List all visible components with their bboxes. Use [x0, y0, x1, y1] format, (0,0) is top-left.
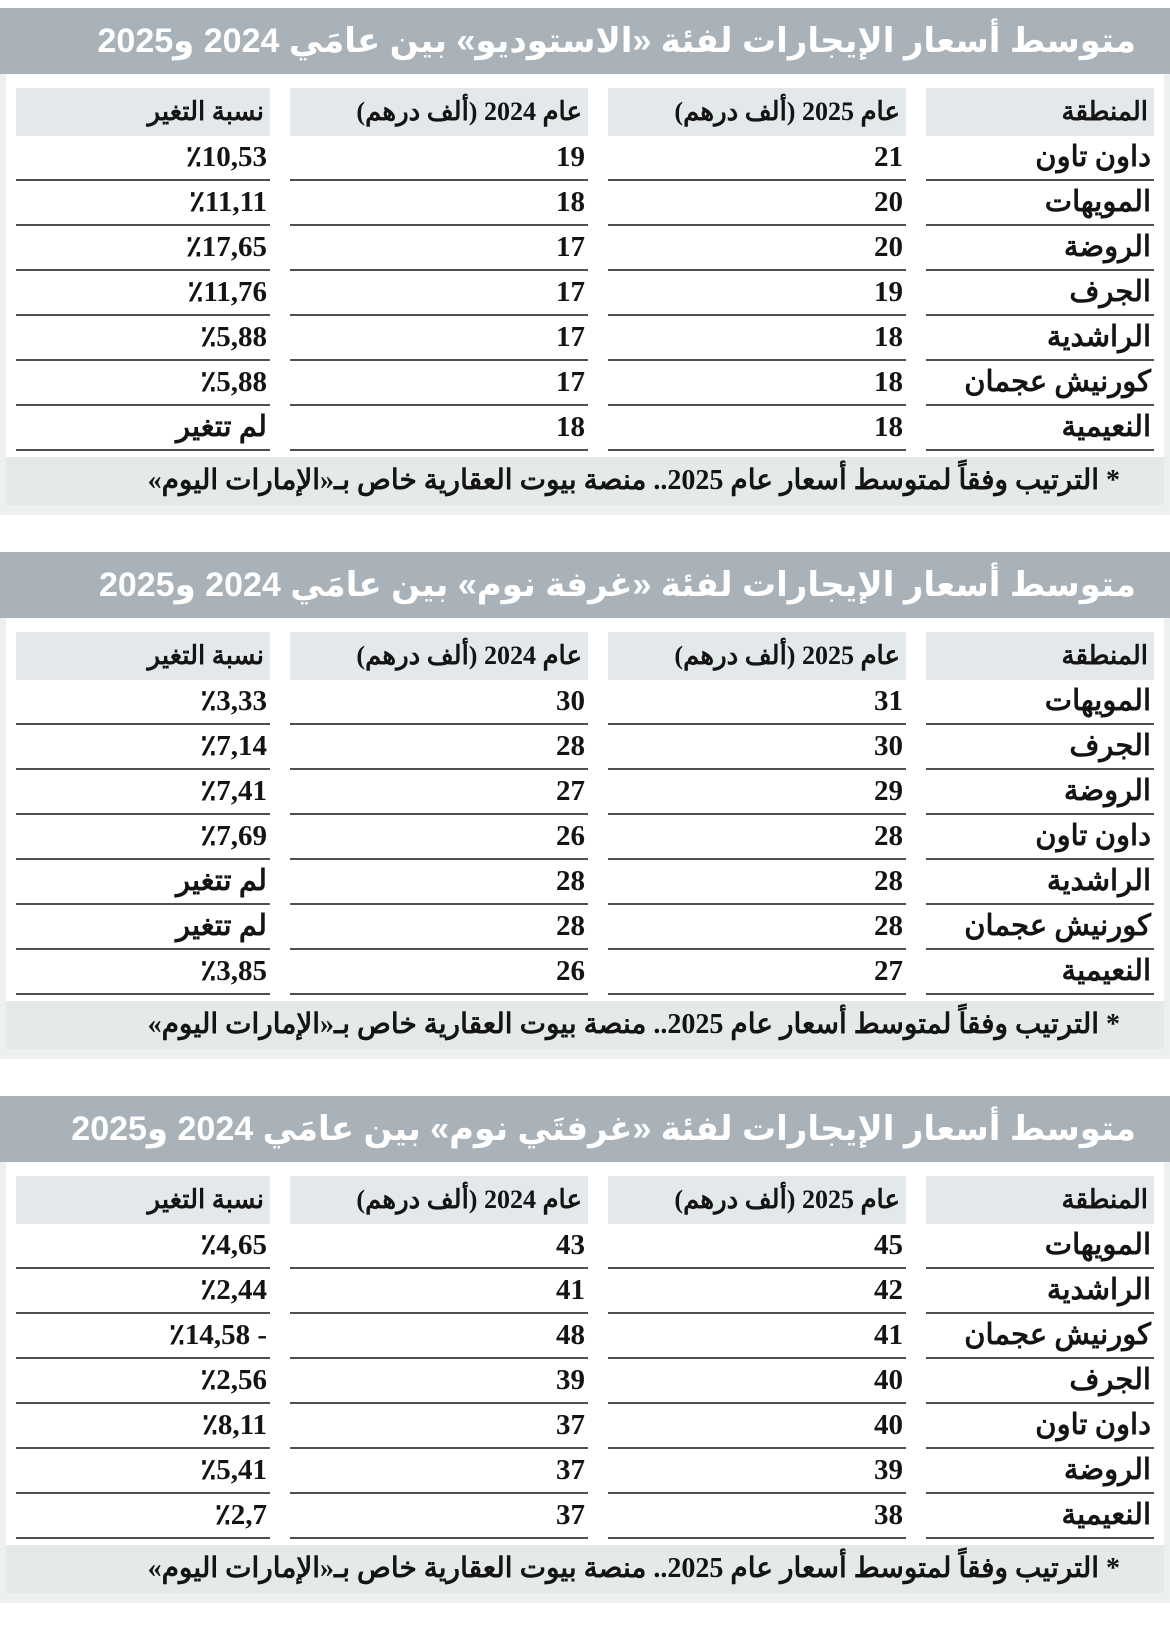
- year-2025-cell: 38: [608, 1494, 906, 1539]
- region-cell: داون تاون: [926, 815, 1154, 860]
- year-2024-cell: 17: [290, 226, 588, 271]
- region-cell: داون تاون: [926, 136, 1154, 181]
- year-2024-cell: 37: [290, 1404, 588, 1449]
- header-cell-year-2024: عام 2024 (ألف درهم): [290, 1176, 588, 1224]
- table-row: [6, 1494, 1164, 1539]
- year-2024-cell: 37: [290, 1494, 588, 1539]
- change-cell: ٪17,65: [16, 226, 270, 271]
- year-2025-cell: 29: [608, 770, 906, 815]
- table-row: [6, 1404, 1164, 1449]
- year-2025-cell: 45: [608, 1224, 906, 1269]
- table-row: [6, 406, 1164, 451]
- table-row: [6, 181, 1164, 226]
- year-2025-cell: 19: [608, 271, 906, 316]
- table-row: [6, 136, 1164, 181]
- header-cell-year-2025: عام 2025 (ألف درهم): [608, 1176, 906, 1224]
- change-cell: ٪2,56: [16, 1359, 270, 1404]
- header-cell-year-2025: عام 2025 (ألف درهم): [608, 88, 906, 136]
- year-2024-cell: 39: [290, 1359, 588, 1404]
- region-cell: المويهات: [926, 680, 1154, 725]
- year-2025-cell: 42: [608, 1269, 906, 1314]
- year-2025-cell: 40: [608, 1359, 906, 1404]
- change-cell: لم تتغير: [16, 905, 270, 950]
- change-cell: لم تتغير: [16, 406, 270, 451]
- header-cell-region: المنطقة: [926, 88, 1154, 136]
- year-2025-cell: 18: [608, 406, 906, 451]
- table-row: [6, 1224, 1164, 1269]
- table-row: [6, 725, 1164, 770]
- table-content: [6, 1162, 1164, 1593]
- header-cell-region: المنطقة: [926, 1176, 1154, 1224]
- year-2025-cell: 18: [608, 361, 906, 406]
- year-2024-cell: 28: [290, 905, 588, 950]
- region-cell: الجرف: [926, 1359, 1154, 1404]
- year-2024-cell: 18: [290, 406, 588, 451]
- table-footnote: * الترتيب وفقاً لمتوسط أسعار عام 2025.. منصة بيوت العقارية خاص بـ«الإمارات اليوم»: [6, 1545, 1164, 1593]
- table-title: متوسط أسعار الإيجارات لفئة «غرفتَي نوم» بين عامَي 2024 و2025: [0, 1096, 1170, 1162]
- region-cell: الروضة: [926, 1449, 1154, 1494]
- year-2025-cell: 20: [608, 181, 906, 226]
- table-row: [6, 1449, 1164, 1494]
- rent-table-one-bedroom: [0, 552, 1170, 1059]
- table-row: [6, 860, 1164, 905]
- region-cell: المويهات: [926, 181, 1154, 226]
- header-cell-year-2024: عام 2024 (ألف درهم): [290, 632, 588, 680]
- year-2025-cell: 30: [608, 725, 906, 770]
- year-2024-cell: 28: [290, 860, 588, 905]
- table-row: [6, 226, 1164, 271]
- year-2024-cell: 43: [290, 1224, 588, 1269]
- year-2025-cell: 18: [608, 316, 906, 361]
- year-2024-cell: 41: [290, 1269, 588, 1314]
- change-cell: ٪5,88: [16, 316, 270, 361]
- change-cell: ٪2,7: [16, 1494, 270, 1539]
- change-cell: ٪7,69: [16, 815, 270, 860]
- rent-table-two-bedroom: [0, 1096, 1170, 1603]
- table-title: متوسط أسعار الإيجارات لفئة «غرفة نوم» بين عامَي 2024 و2025: [0, 552, 1170, 618]
- year-2024-cell: 30: [290, 680, 588, 725]
- header-cell-year-2024: عام 2024 (ألف درهم): [290, 88, 588, 136]
- table-rows: [6, 680, 1164, 995]
- change-cell: ٪11,76: [16, 271, 270, 316]
- table-row: [6, 1269, 1164, 1314]
- region-cell: النعيمية: [926, 1494, 1154, 1539]
- table-row: [6, 815, 1164, 860]
- region-cell: كورنيش عجمان: [926, 905, 1154, 950]
- change-cell: - ٪14,58: [16, 1314, 270, 1359]
- region-cell: الروضة: [926, 770, 1154, 815]
- rent-table-studio: [0, 8, 1170, 515]
- region-cell: المويهات: [926, 1224, 1154, 1269]
- table-row: [6, 1314, 1164, 1359]
- table-content: [6, 74, 1164, 505]
- year-2024-cell: 37: [290, 1449, 588, 1494]
- region-cell: الجرف: [926, 271, 1154, 316]
- year-2024-cell: 19: [290, 136, 588, 181]
- region-cell: الروضة: [926, 226, 1154, 271]
- change-cell: ٪7,41: [16, 770, 270, 815]
- year-2024-cell: 28: [290, 725, 588, 770]
- table-title: متوسط أسعار الإيجارات لفئة «الاستوديو» بين عامَي 2024 و2025: [0, 8, 1170, 74]
- year-2025-cell: 27: [608, 950, 906, 995]
- year-2025-cell: 20: [608, 226, 906, 271]
- change-cell: ٪5,41: [16, 1449, 270, 1494]
- header-cell-change: نسبة التغير: [16, 1176, 270, 1224]
- year-2024-cell: 26: [290, 815, 588, 860]
- year-2025-cell: 21: [608, 136, 906, 181]
- table-header-row: [6, 632, 1164, 680]
- table-header-row: [6, 88, 1164, 136]
- region-cell: كورنيش عجمان: [926, 361, 1154, 406]
- change-cell: ٪2,44: [16, 1269, 270, 1314]
- table-row: [6, 905, 1164, 950]
- change-cell: ٪4,65: [16, 1224, 270, 1269]
- table-content: [6, 618, 1164, 1049]
- header-cell-change: نسبة التغير: [16, 632, 270, 680]
- header-cell-region: المنطقة: [926, 632, 1154, 680]
- table-row: [6, 316, 1164, 361]
- region-cell: الراشدية: [926, 1269, 1154, 1314]
- table-rows: [6, 136, 1164, 451]
- year-2025-cell: 28: [608, 905, 906, 950]
- year-2025-cell: 41: [608, 1314, 906, 1359]
- year-2024-cell: 48: [290, 1314, 588, 1359]
- year-2024-cell: 17: [290, 271, 588, 316]
- table-row: [6, 950, 1164, 995]
- change-cell: ٪7,14: [16, 725, 270, 770]
- table-row: [6, 271, 1164, 316]
- change-cell: ٪3,85: [16, 950, 270, 995]
- table-rows: [6, 1224, 1164, 1539]
- change-cell: لم تتغير: [16, 860, 270, 905]
- region-cell: الجرف: [926, 725, 1154, 770]
- change-cell: ٪8,11: [16, 1404, 270, 1449]
- year-2025-cell: 40: [608, 1404, 906, 1449]
- table-row: [6, 361, 1164, 406]
- change-cell: ٪11,11: [16, 181, 270, 226]
- header-cell-change: نسبة التغير: [16, 88, 270, 136]
- table-footnote: * الترتيب وفقاً لمتوسط أسعار عام 2025.. منصة بيوت العقارية خاص بـ«الإمارات اليوم»: [6, 1001, 1164, 1049]
- year-2024-cell: 18: [290, 181, 588, 226]
- region-cell: النعيمية: [926, 406, 1154, 451]
- year-2024-cell: 17: [290, 361, 588, 406]
- year-2025-cell: 28: [608, 860, 906, 905]
- year-2024-cell: 27: [290, 770, 588, 815]
- region-cell: الراشدية: [926, 860, 1154, 905]
- year-2025-cell: 28: [608, 815, 906, 860]
- year-2025-cell: 39: [608, 1449, 906, 1494]
- year-2024-cell: 26: [290, 950, 588, 995]
- change-cell: ٪3,33: [16, 680, 270, 725]
- region-cell: كورنيش عجمان: [926, 1314, 1154, 1359]
- year-2025-cell: 31: [608, 680, 906, 725]
- table-row: [6, 1359, 1164, 1404]
- change-cell: ٪10,53: [16, 136, 270, 181]
- region-cell: النعيمية: [926, 950, 1154, 995]
- header-cell-year-2025: عام 2025 (ألف درهم): [608, 632, 906, 680]
- table-header-row: [6, 1176, 1164, 1224]
- table-row: [6, 680, 1164, 725]
- change-cell: ٪5,88: [16, 361, 270, 406]
- year-2024-cell: 17: [290, 316, 588, 361]
- table-footnote: * الترتيب وفقاً لمتوسط أسعار عام 2025.. منصة بيوت العقارية خاص بـ«الإمارات اليوم»: [6, 457, 1164, 505]
- table-row: [6, 770, 1164, 815]
- region-cell: داون تاون: [926, 1404, 1154, 1449]
- region-cell: الراشدية: [926, 316, 1154, 361]
